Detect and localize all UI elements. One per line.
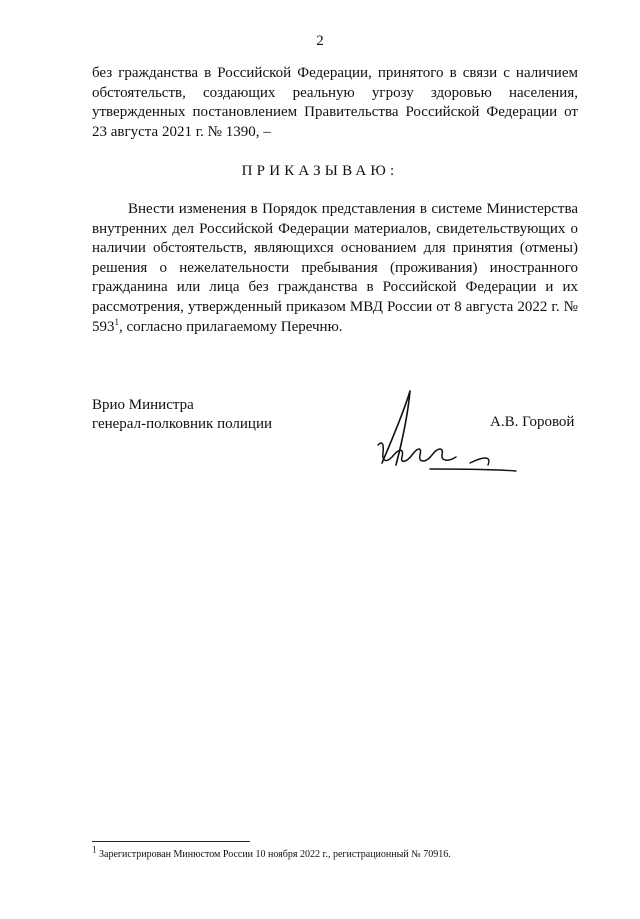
- signatory-name: А.В. Горовой: [490, 414, 575, 430]
- main-text-before: Внести изменения в Порядок представления в системе Министерства внутренних дел Российской Федерации материалов, свидетельствующих о наличии обстоятельств, являющихся основанием для принятия (отмены) решения о нежелательности пребывания (проживания) иностранного гражданина или лица без гражданства в Российской Федерации и их рассмотрения, утвержденный приказом МВД России от 8 августа 2022 г. № 593: [92, 201, 578, 335]
- footnote-divider: [92, 841, 250, 842]
- order-heading: ПРИКАЗЫВАЮ:: [241, 163, 399, 179]
- footnote: [92, 844, 578, 861]
- main-paragraph: [92, 200, 578, 337]
- main-text-after: , согласно прилагаемому Перечню.: [119, 318, 343, 335]
- footnote-reference: 1: [114, 316, 119, 327]
- signatory-position-line1: Врио Министра: [92, 397, 194, 413]
- signatory-position-line2: генерал-полковник полиции: [92, 416, 273, 432]
- footnote-text: Зарегистрирован Минюстом России 10 ноября 2022 г., регистрационный № 70916.: [96, 849, 451, 860]
- intro-paragraph: без гражданства в Российской Федерации, принятого в связи с наличием обстоятельств, создающих реальную угрозу здоровью населения, утвержденных постановлением Правительства Российской Федерации от 23 августа 2021 г. № 1390, –: [92, 65, 578, 140]
- signatory-position: [92, 396, 272, 434]
- handwritten-signature: [370, 383, 520, 483]
- page-number: 2: [316, 33, 324, 49]
- footnote-marker: 1: [92, 844, 97, 855]
